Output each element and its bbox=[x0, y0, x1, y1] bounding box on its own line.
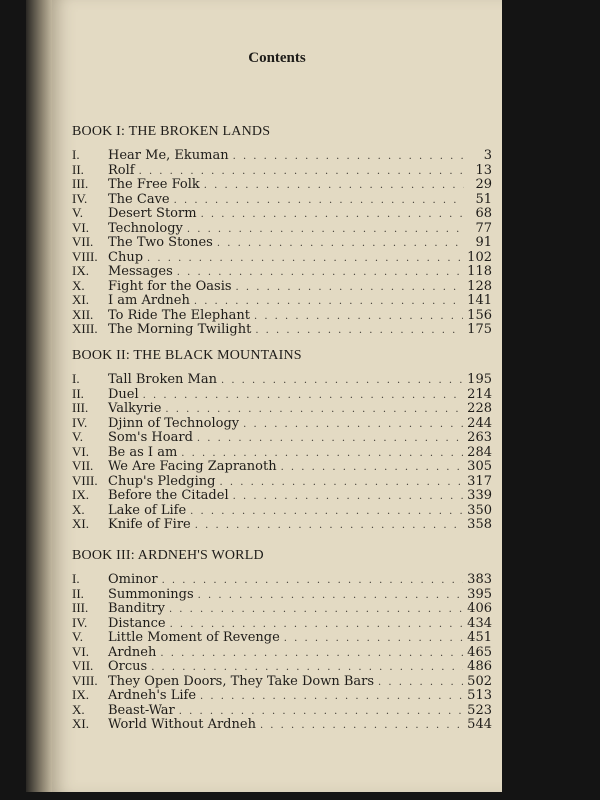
chapter-page: 51 bbox=[475, 191, 492, 207]
chapter-number: IV. bbox=[72, 190, 88, 206]
chapter-row bbox=[72, 308, 492, 323]
chapter-row bbox=[72, 572, 492, 587]
chapter-number: X. bbox=[72, 501, 85, 517]
chapter-title: Knife of Fire bbox=[108, 517, 191, 532]
chapter-page: 451 bbox=[467, 630, 492, 645]
chapter-title: Little Moment of Revenge bbox=[108, 630, 280, 645]
chapter-title: We Are Facing Zapranoth bbox=[108, 459, 277, 474]
chapter-page: 284 bbox=[467, 444, 492, 460]
chapter-title: Messages bbox=[108, 264, 173, 279]
chapter-number: X. bbox=[72, 277, 85, 293]
chapter-number: VII. bbox=[72, 658, 94, 673]
chapter-number: XI. bbox=[72, 516, 89, 531]
dot-leader bbox=[147, 252, 463, 267]
dot-leader bbox=[236, 281, 464, 296]
chapter-page: 195 bbox=[467, 372, 492, 387]
dot-leader bbox=[221, 374, 463, 389]
chapter-page: 434 bbox=[467, 615, 492, 631]
dot-leader bbox=[255, 324, 463, 339]
chapter-page: 175 bbox=[467, 322, 492, 337]
page-title: Contents bbox=[248, 50, 306, 66]
chapter-number: VI. bbox=[72, 643, 89, 659]
chapter-title: Ardneh's Life bbox=[108, 688, 197, 703]
chapter-page: 156 bbox=[467, 307, 492, 323]
chapter-title: Ardneh bbox=[108, 644, 157, 660]
chapter-row bbox=[72, 372, 492, 387]
chapter-number: IV. bbox=[72, 414, 88, 430]
chapter-number: I. bbox=[72, 571, 80, 586]
chapter-page: 228 bbox=[467, 401, 492, 416]
dot-leader bbox=[260, 719, 463, 734]
chapter-number: III. bbox=[72, 600, 89, 615]
contents-page bbox=[52, 0, 502, 792]
dot-leader bbox=[198, 589, 464, 604]
dot-leader bbox=[243, 418, 463, 433]
chapter-title: Beast-War bbox=[108, 702, 175, 718]
chapter-title: To Ride The Elephant bbox=[108, 307, 250, 323]
chapter-page: 317 bbox=[467, 473, 492, 489]
chapter-number: XIII. bbox=[72, 321, 98, 336]
chapter-row bbox=[72, 503, 492, 518]
chapter-number: V. bbox=[72, 429, 83, 444]
dot-leader bbox=[195, 519, 463, 534]
dot-leader bbox=[254, 310, 463, 325]
chapter-number: VIII. bbox=[72, 248, 98, 264]
chapter-page: 486 bbox=[467, 659, 492, 674]
chapter-row bbox=[72, 192, 492, 207]
chapter-number: II. bbox=[72, 161, 84, 177]
dot-leader bbox=[160, 647, 463, 662]
chapter-page: 128 bbox=[467, 278, 492, 294]
dot-leader bbox=[169, 603, 463, 618]
chapter-row bbox=[72, 445, 492, 460]
chapter-title: Orcus bbox=[108, 659, 148, 674]
chapter-row bbox=[72, 387, 492, 402]
chapter-title: Duel bbox=[108, 386, 139, 402]
dot-leader bbox=[378, 676, 463, 691]
chapter-title: The Free Folk bbox=[108, 177, 200, 192]
chapter-page: 305 bbox=[467, 459, 492, 474]
chapter-title: Ominor bbox=[108, 572, 158, 587]
book-title: BOOK II: THE BLACK MOUNTAINS bbox=[72, 348, 302, 363]
dot-leader bbox=[187, 223, 464, 238]
chapter-page: 214 bbox=[467, 386, 492, 402]
dot-leader bbox=[204, 179, 464, 194]
chapter-title: Summonings bbox=[108, 586, 194, 602]
dot-leader bbox=[190, 505, 463, 520]
chapter-title: They Open Doors, They Take Down Bars bbox=[108, 673, 375, 689]
chapter-row bbox=[72, 587, 492, 602]
chapter-page: 141 bbox=[467, 293, 492, 308]
chapter-number: VI. bbox=[72, 443, 89, 459]
chapter-page: 29 bbox=[475, 177, 492, 192]
chapter-title: Before the Citadel bbox=[108, 488, 229, 503]
chapter-number: IV. bbox=[72, 614, 88, 630]
chapter-page: 91 bbox=[475, 235, 492, 250]
chapter-row bbox=[72, 601, 492, 616]
dot-leader bbox=[174, 194, 464, 209]
chapter-row bbox=[72, 645, 492, 660]
dot-leader bbox=[220, 476, 464, 491]
chapter-title: Lake of Life bbox=[108, 502, 187, 518]
chapter-row bbox=[72, 488, 492, 503]
book-section-3 bbox=[72, 548, 492, 732]
chapter-title: Distance bbox=[108, 615, 166, 631]
chapter-title: World Without Ardneh bbox=[108, 717, 256, 732]
chapter-page: 513 bbox=[467, 688, 492, 703]
dot-leader bbox=[233, 150, 464, 165]
dot-leader bbox=[217, 237, 464, 252]
chapter-number: VIII. bbox=[72, 472, 98, 488]
dot-leader bbox=[200, 690, 463, 705]
chapter-row bbox=[72, 401, 492, 416]
chapter-number: XI. bbox=[72, 716, 89, 731]
chapter-title: Technology bbox=[108, 220, 183, 236]
chapter-page: 406 bbox=[467, 601, 492, 616]
chapter-page: 244 bbox=[467, 415, 492, 431]
chapter-title: Chup bbox=[108, 249, 144, 265]
chapter-number: IX. bbox=[72, 263, 89, 278]
chapter-title: Be as I am bbox=[108, 444, 178, 460]
chapter-row bbox=[72, 163, 492, 178]
chapter-number: III. bbox=[72, 176, 89, 191]
chapter-title: Tall Broken Man bbox=[108, 372, 217, 387]
chapter-row bbox=[72, 322, 492, 337]
chapter-row bbox=[72, 616, 492, 631]
chapter-row bbox=[72, 221, 492, 236]
chapter-row bbox=[72, 659, 492, 674]
book-title: BOOK I: THE BROKEN LANDS bbox=[72, 124, 271, 139]
chapter-row bbox=[72, 703, 492, 718]
chapter-number: XI. bbox=[72, 292, 89, 307]
dot-leader bbox=[162, 574, 464, 589]
chapter-page: 523 bbox=[467, 702, 492, 718]
chapter-page: 383 bbox=[467, 572, 492, 587]
chapter-page: 465 bbox=[467, 644, 492, 660]
chapter-number: X. bbox=[72, 701, 85, 717]
chapter-title: The Morning Twilight bbox=[108, 322, 252, 337]
chapter-title: Valkyrie bbox=[108, 401, 162, 416]
chapter-number: IX. bbox=[72, 687, 89, 702]
chapter-title: I am Ardneh bbox=[108, 293, 190, 308]
chapter-row bbox=[72, 430, 492, 445]
chapter-row bbox=[72, 206, 492, 221]
chapter-row bbox=[72, 517, 492, 532]
chapter-row bbox=[72, 674, 492, 689]
chapter-title: Desert Storm bbox=[108, 206, 197, 221]
chapter-row bbox=[72, 459, 492, 474]
chapter-title: Fight for the Oasis bbox=[108, 278, 232, 294]
chapter-page: 13 bbox=[475, 162, 492, 178]
chapter-page: 118 bbox=[467, 264, 492, 279]
chapter-page: 263 bbox=[467, 430, 492, 445]
chapter-title: The Cave bbox=[108, 191, 170, 207]
chapter-title: Djinn of Technology bbox=[108, 415, 240, 431]
chapter-title: Som's Hoard bbox=[108, 430, 193, 445]
book-section-2 bbox=[72, 348, 492, 532]
chapter-number: II. bbox=[72, 385, 84, 401]
chapter-row bbox=[72, 416, 492, 431]
chapter-number: IX. bbox=[72, 487, 89, 502]
chapter-number: II. bbox=[72, 585, 84, 601]
chapter-page: 102 bbox=[467, 249, 492, 265]
chapter-number: I. bbox=[72, 371, 80, 386]
chapter-row bbox=[72, 293, 492, 308]
dot-leader bbox=[143, 389, 464, 404]
chapter-number: VIII. bbox=[72, 672, 98, 688]
chapter-number: I. bbox=[72, 147, 80, 162]
chapter-title: Banditry bbox=[108, 601, 165, 616]
book-section-1 bbox=[72, 124, 492, 337]
chapter-row bbox=[72, 264, 492, 279]
chapter-row bbox=[72, 630, 492, 645]
chapter-page: 77 bbox=[475, 220, 492, 236]
chapter-row bbox=[72, 235, 492, 250]
chapter-row bbox=[72, 148, 492, 163]
dot-leader bbox=[201, 208, 464, 223]
chapter-row bbox=[72, 250, 492, 265]
chapter-title: Hear Me, Ekuman bbox=[108, 148, 229, 163]
chapter-number: III. bbox=[72, 400, 89, 415]
chapter-row bbox=[72, 474, 492, 489]
chapter-title: The Two Stones bbox=[108, 235, 213, 250]
chapter-row bbox=[72, 177, 492, 192]
book-title: BOOK III: ARDNEH'S WORLD bbox=[72, 548, 264, 563]
chapter-number: VI. bbox=[72, 219, 89, 235]
chapter-page: 358 bbox=[467, 517, 492, 532]
chapter-row bbox=[72, 688, 492, 703]
chapter-page: 339 bbox=[467, 488, 492, 503]
dot-leader bbox=[284, 632, 463, 647]
chapter-number: V. bbox=[72, 629, 83, 644]
chapter-page: 544 bbox=[467, 717, 492, 732]
chapter-page: 68 bbox=[475, 206, 492, 221]
chapter-number: VII. bbox=[72, 234, 94, 249]
chapter-page: 3 bbox=[483, 148, 492, 163]
chapter-row bbox=[72, 717, 492, 732]
dot-leader bbox=[233, 490, 464, 505]
chapter-number: VII. bbox=[72, 458, 94, 473]
chapter-number: XII. bbox=[72, 306, 94, 322]
chapter-number: V. bbox=[72, 205, 83, 220]
chapter-row bbox=[72, 279, 492, 294]
chapter-page: 395 bbox=[467, 586, 492, 602]
chapter-title: Rolf bbox=[108, 162, 135, 178]
chapter-title: Chup's Pledging bbox=[108, 473, 216, 489]
chapter-page: 502 bbox=[467, 673, 492, 689]
dot-leader bbox=[197, 432, 463, 447]
chapter-page: 350 bbox=[467, 502, 492, 518]
dot-leader bbox=[281, 461, 464, 476]
